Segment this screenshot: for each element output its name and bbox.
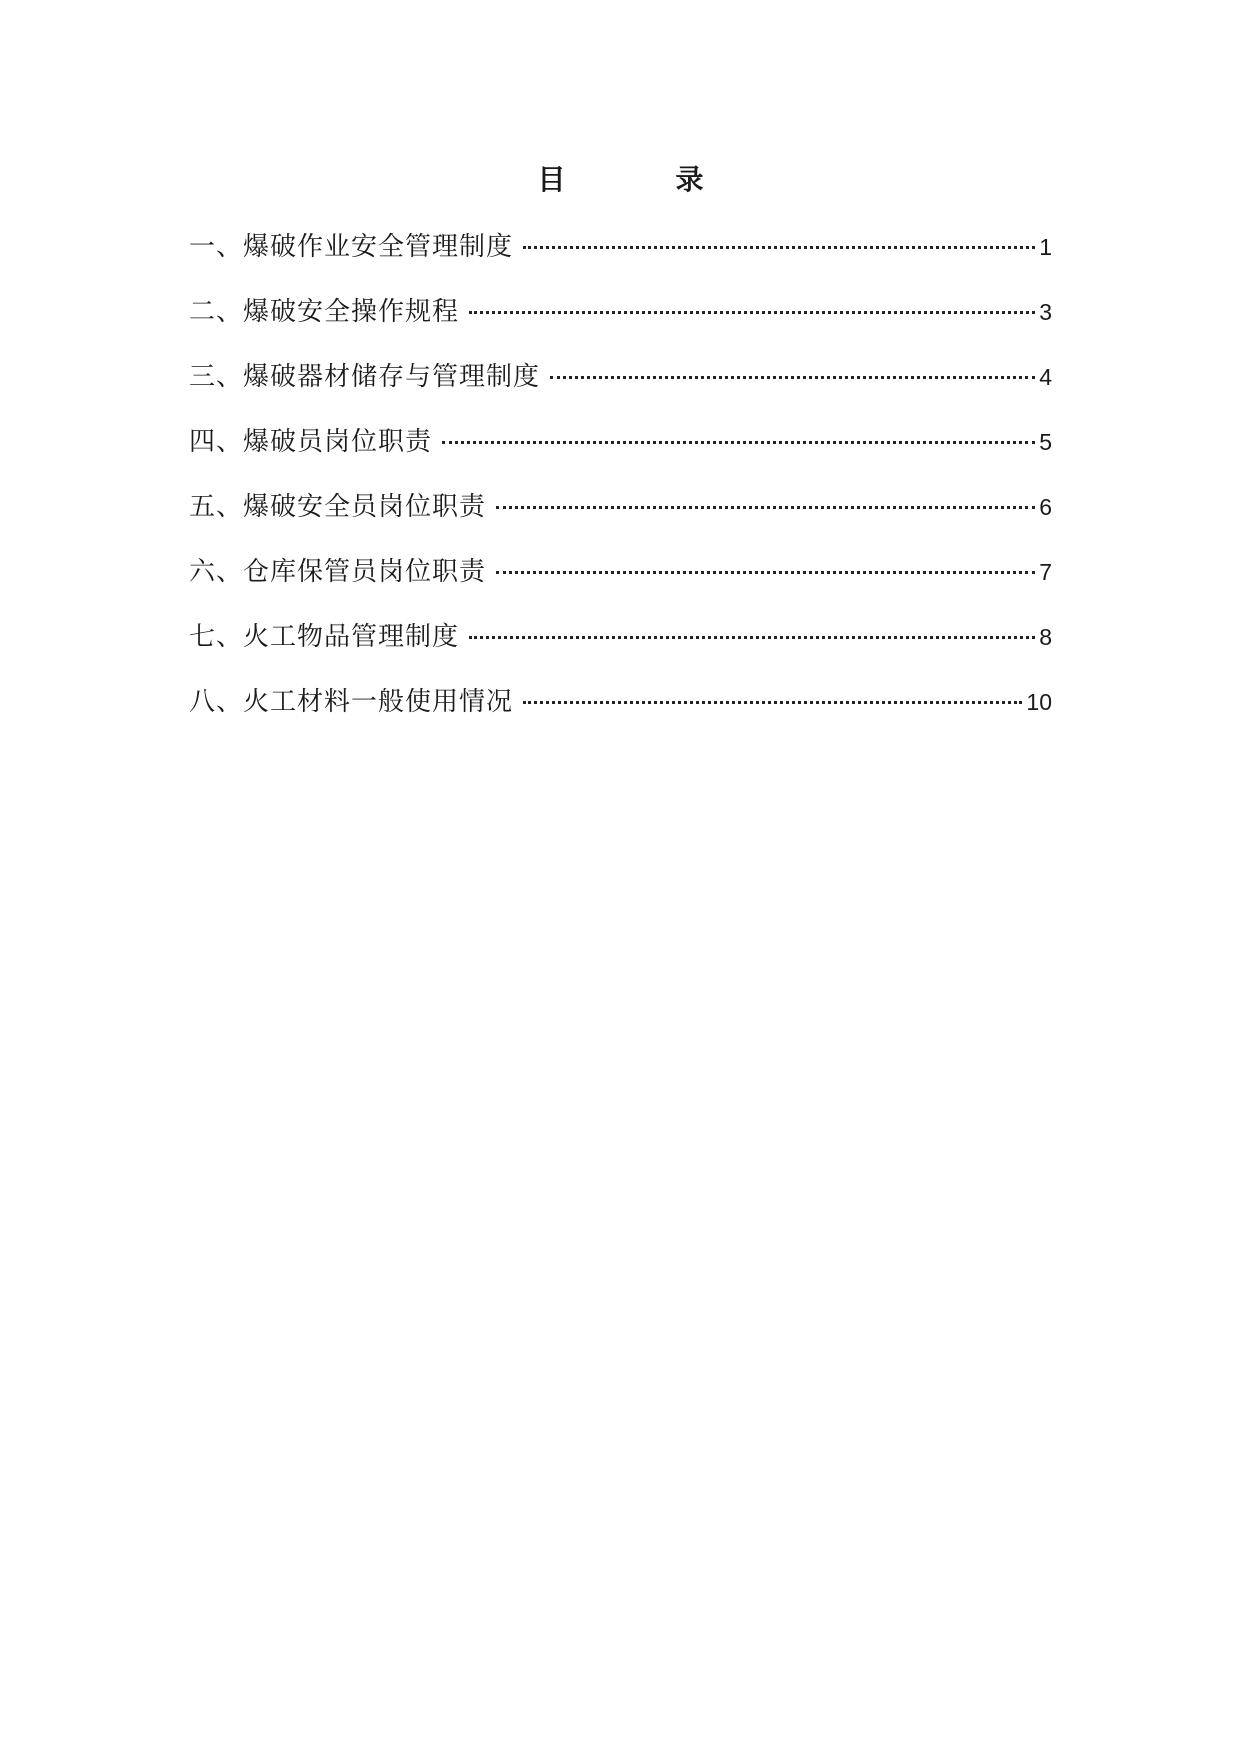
toc-entry-page: 1: [1039, 234, 1052, 260]
toc-leader-dots: [523, 701, 1022, 704]
toc-entry-label: 五、爆破安全员岗位职责: [189, 492, 487, 522]
toc-entry[interactable]: [189, 487, 1052, 552]
toc-leader-dots: [550, 376, 1035, 379]
toc-leader-dots: [442, 441, 1035, 444]
toc-entry[interactable]: [189, 357, 1052, 422]
toc-entry-label: 七、火工物品管理制度: [189, 622, 460, 652]
toc-entry-page: 8: [1039, 624, 1052, 650]
toc-entry-page: 6: [1039, 494, 1052, 520]
toc-title-char-1: 目: [537, 163, 566, 196]
toc-entry-label: 六、仓库保管员岗位职责: [189, 557, 487, 587]
toc-entry-label: 四、爆破员岗位职责: [189, 427, 433, 457]
toc-entry[interactable]: [189, 292, 1052, 357]
toc-entry-label: 二、爆破安全操作规程: [189, 297, 460, 327]
toc-leader-dots: [469, 636, 1035, 639]
toc-title-char-2: 录: [675, 163, 704, 196]
toc-leader-dots: [496, 506, 1035, 509]
toc-entry-label: 一、爆破作业安全管理制度: [189, 232, 514, 262]
toc-entry-page: 5: [1039, 429, 1052, 455]
toc-entry-label: 三、爆破器材储存与管理制度: [189, 362, 541, 392]
toc-leader-dots: [496, 571, 1035, 574]
toc-entry-page: 3: [1039, 299, 1052, 325]
toc-entry-page: 4: [1039, 364, 1052, 390]
toc-entry-page: 7: [1039, 559, 1052, 585]
toc-list: [189, 227, 1052, 747]
toc-leader-dots: [469, 311, 1035, 314]
toc-title: [0, 160, 1241, 200]
toc-entry[interactable]: [189, 422, 1052, 487]
toc-entry[interactable]: [189, 552, 1052, 617]
toc-entry[interactable]: [189, 682, 1052, 747]
toc-leader-dots: [523, 246, 1035, 249]
toc-entry[interactable]: [189, 227, 1052, 292]
toc-entry[interactable]: [189, 617, 1052, 682]
toc-entry-page: 10: [1026, 689, 1052, 715]
toc-entry-label: 八、火工材料一般使用情况: [189, 687, 514, 717]
